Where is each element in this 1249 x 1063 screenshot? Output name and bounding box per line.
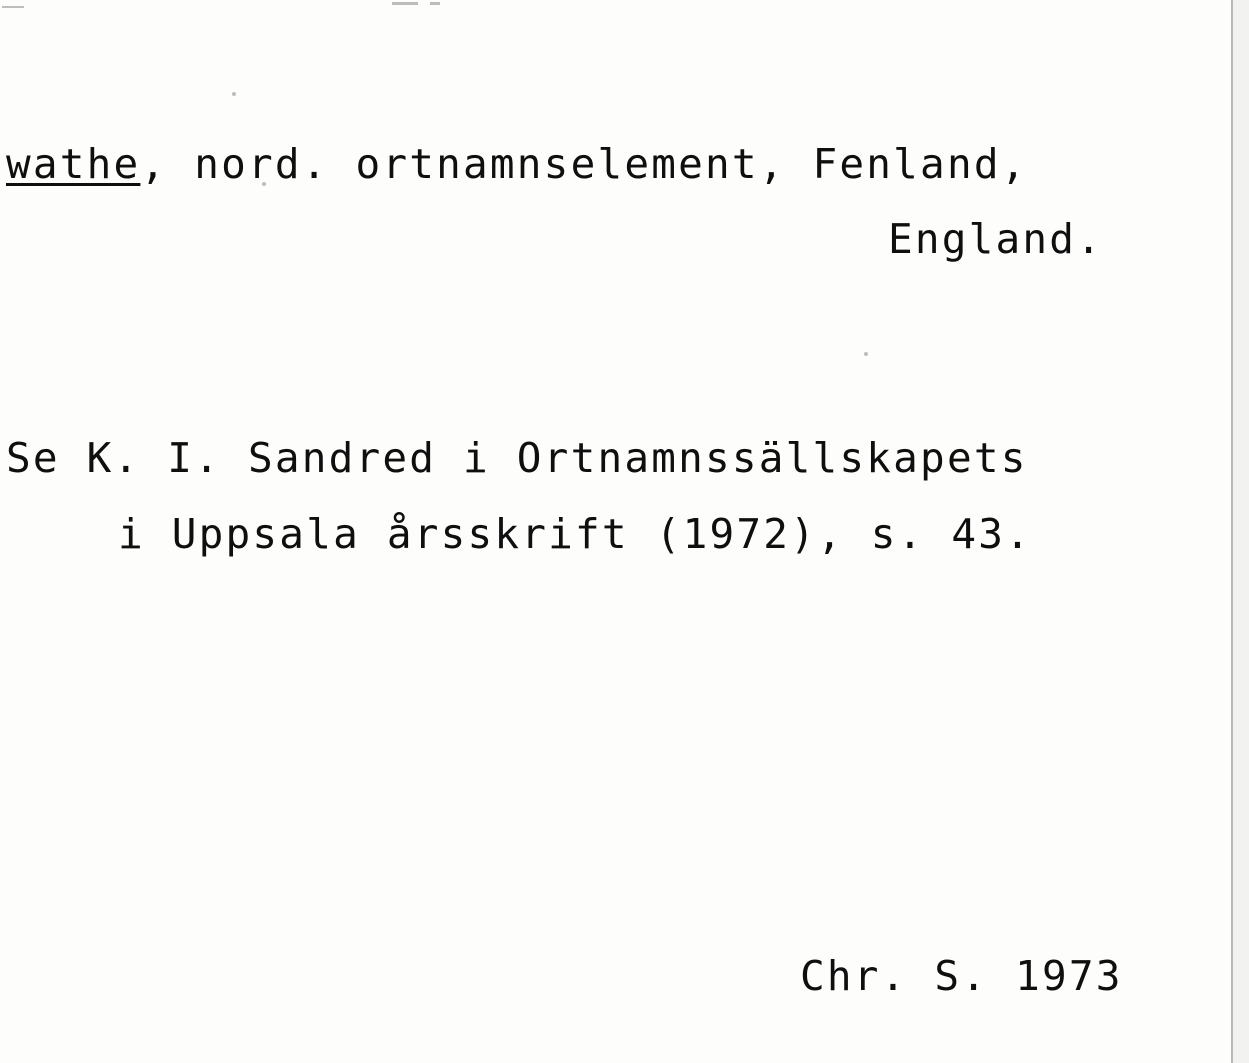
card-right-margin xyxy=(1233,0,1249,1063)
scan-speck-icon xyxy=(864,352,868,356)
scan-speck-icon xyxy=(430,2,440,5)
scan-speck-icon xyxy=(2,6,24,8)
reference-line-1: Se K. I. Sandred i Ortnamnssällskapets xyxy=(6,434,1028,482)
signature-and-year: Chr. S. 1973 xyxy=(800,952,1123,1000)
headword-continuation: England. xyxy=(888,215,1104,263)
scan-speck-icon xyxy=(232,92,236,96)
headword-description: , nord. ortnamnselement, Fenland, xyxy=(140,140,1028,188)
reference-line-2: i Uppsala årsskrift (1972), s. 43. xyxy=(118,510,1033,558)
scan-speck-icon xyxy=(392,2,418,5)
headword-line xyxy=(6,140,1028,188)
card-edge-line xyxy=(1231,0,1233,1063)
headword-term: wathe xyxy=(6,140,141,188)
